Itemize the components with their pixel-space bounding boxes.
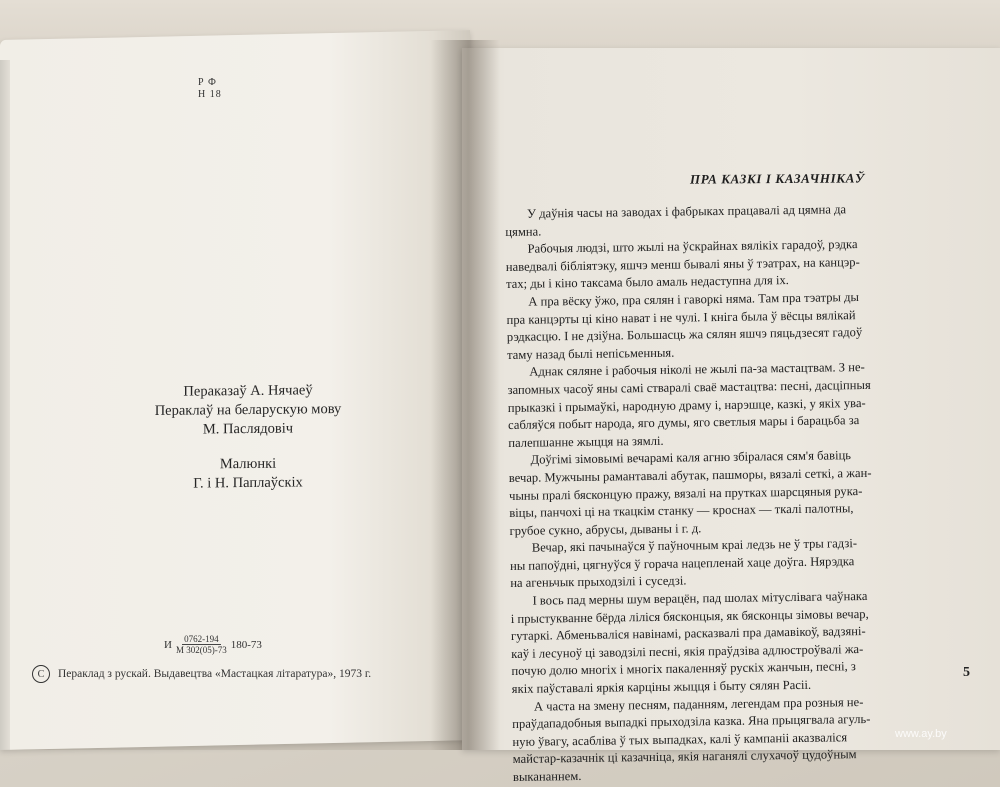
body-line: і прыстукванне бёрда ліліся бясконцыя, як бясконцы зімовы вечар, <box>510 606 869 626</box>
index-suffix: 180-73 <box>230 638 262 651</box>
body-line: рэдкасцю. І не дзіўна. Большасць жа сялян яшчэ пяцьдзесят гадоў <box>506 325 863 345</box>
translation-name: М. Паслядовіч <box>202 420 294 438</box>
catalog-code-line: Н 18 <box>198 89 222 100</box>
watermark-text: www.ay.by <box>895 728 947 740</box>
left-page-edge <box>0 60 10 750</box>
chapter-title: ПРА КАЗКІ І КАЗАЧНІКАЎ <box>689 170 865 187</box>
body-line: Рабочыя людзі, што жылі на ўскрайнах вялікіх гарадоў, рэдка <box>527 237 858 256</box>
body-line: каў і лесуноў ці заводзілі песні, якія праўдзіва адлюстроўвалі жа- <box>511 641 864 661</box>
translation-line: Пераклаў на беларускую мову <box>154 401 342 419</box>
body-line: цямна. <box>505 224 542 239</box>
body-line: У даўнія часы на заводах і фабрыках працавалі ад цямна да <box>527 202 847 221</box>
body-line: чыны пралі бясконцую пражу, вязалі на прутках шарсцяныя рука- <box>508 483 863 503</box>
translator-line: Пераказаў А. Нячаеў <box>183 382 313 400</box>
illustrations-names: Г. і Н. Паплаўскіх <box>193 474 303 492</box>
body-line: сабляўся побыт народа, яго думы, яго светлыя мары і барацьба за <box>507 413 860 433</box>
body-line: почую долю многіх і многіх пакаленняў рускіх жанчын, песні, з <box>511 659 856 679</box>
body-line: майстар-казачнік ці казачніца, якія наганялі слухачоў цудоўным <box>512 747 857 767</box>
page-number: 5 <box>963 665 970 680</box>
body-line: на агеньчык прыходзілі і суседзі. <box>510 573 687 591</box>
body-line: палепшанне жыцця на зямлі. <box>508 433 664 450</box>
body-line: ны папоўдні, цягнуўся ў горача нацепленай хаце доўга. Нярэдка <box>509 554 855 573</box>
body-line: праўдападобныя выпадкі прыходзіла казка. Яна прыцягвала агуль- <box>512 712 871 732</box>
body-line: вечар. Мужчыны рамантавалі абутак, пашморы, вязалі сеткі, а жан- <box>508 465 872 485</box>
body-line: запомных часоў яны самі стваралі сваё мастацтва: песні, дасціпныя <box>507 377 871 397</box>
catalog-code-line: Р Ф <box>198 77 217 88</box>
credits-block <box>118 381 378 495</box>
body-line: ную ўвагу, асабліва ў тых выпадках, калі ў кампаніі аказваліся <box>512 730 848 749</box>
body-line: Вечар, які пачынаўся ў паўночным краі ледзь не ў тры гадзі- <box>531 536 858 555</box>
body-line: якіх паўставалі яркія карціны жыцця і быту сялян Расіі. <box>511 677 812 696</box>
illustrations-label: Малюнкі <box>219 455 277 473</box>
index-prefix: И <box>164 638 172 651</box>
body-line: пра канцэрты ці кіно нават і не чулі. І кніга была ў вёсцы вялікай <box>506 307 856 327</box>
body-line: І вось пад мерны шум верацён, пад шолах мітуслівага чаўнака <box>532 589 868 608</box>
body-line: наведвалі бібліятэку, яшчэ менш бывалі яны ў тэатрах, на канцэр- <box>505 254 860 274</box>
chapter-body <box>505 200 953 787</box>
copyright-icon: C <box>32 665 50 683</box>
body-line: таму назад былі непісьменныя. <box>506 345 675 362</box>
body-line: тах; ды і кіно таксама было амаль недаступна для іх. <box>505 273 789 292</box>
body-line: Аднак сяляне і рабочыя ніколі не жылі па-за мастацтвам. З не- <box>529 360 865 380</box>
index-fraction <box>176 634 227 655</box>
body-line: прыказкі і прымаўкі, народную драму і, нарэшце, казкі, у якіх ува- <box>507 395 866 415</box>
body-line: гутаркі. Абменьваліся навінамі, расказвалі пра дамавікоў, вадзяні- <box>510 624 866 644</box>
body-line: выкананнем. <box>512 768 582 784</box>
copyright-text: Пераклад з рускай. Выдавецтва «Мастацкая літаратура», 1973 г. <box>58 668 372 680</box>
index-denominator: М 302(05)-73 <box>175 645 227 655</box>
book-gutter-shadow <box>430 40 500 750</box>
body-line: А часта на змену песням, паданням, легендам пра розныя не- <box>533 694 864 714</box>
body-line: грубое сукно, абрусы, дываны і г. д. <box>509 520 702 538</box>
copyright-line <box>32 665 371 683</box>
catalog-code <box>198 77 222 101</box>
body-line: віцы, панчохі ці на ткацкім станку — кроснах — ткалі палотны, <box>509 501 854 521</box>
index-numerator: 0762-194 <box>184 634 219 644</box>
body-line: Доўгімі зімовымі вечарамі каля агню збіралася сям'я бавіць <box>530 448 852 467</box>
publication-index <box>164 634 262 655</box>
body-line: А пра вёску ўжо, пра сялян і гаворкі няма. Там пра тэатры ды <box>528 290 860 309</box>
